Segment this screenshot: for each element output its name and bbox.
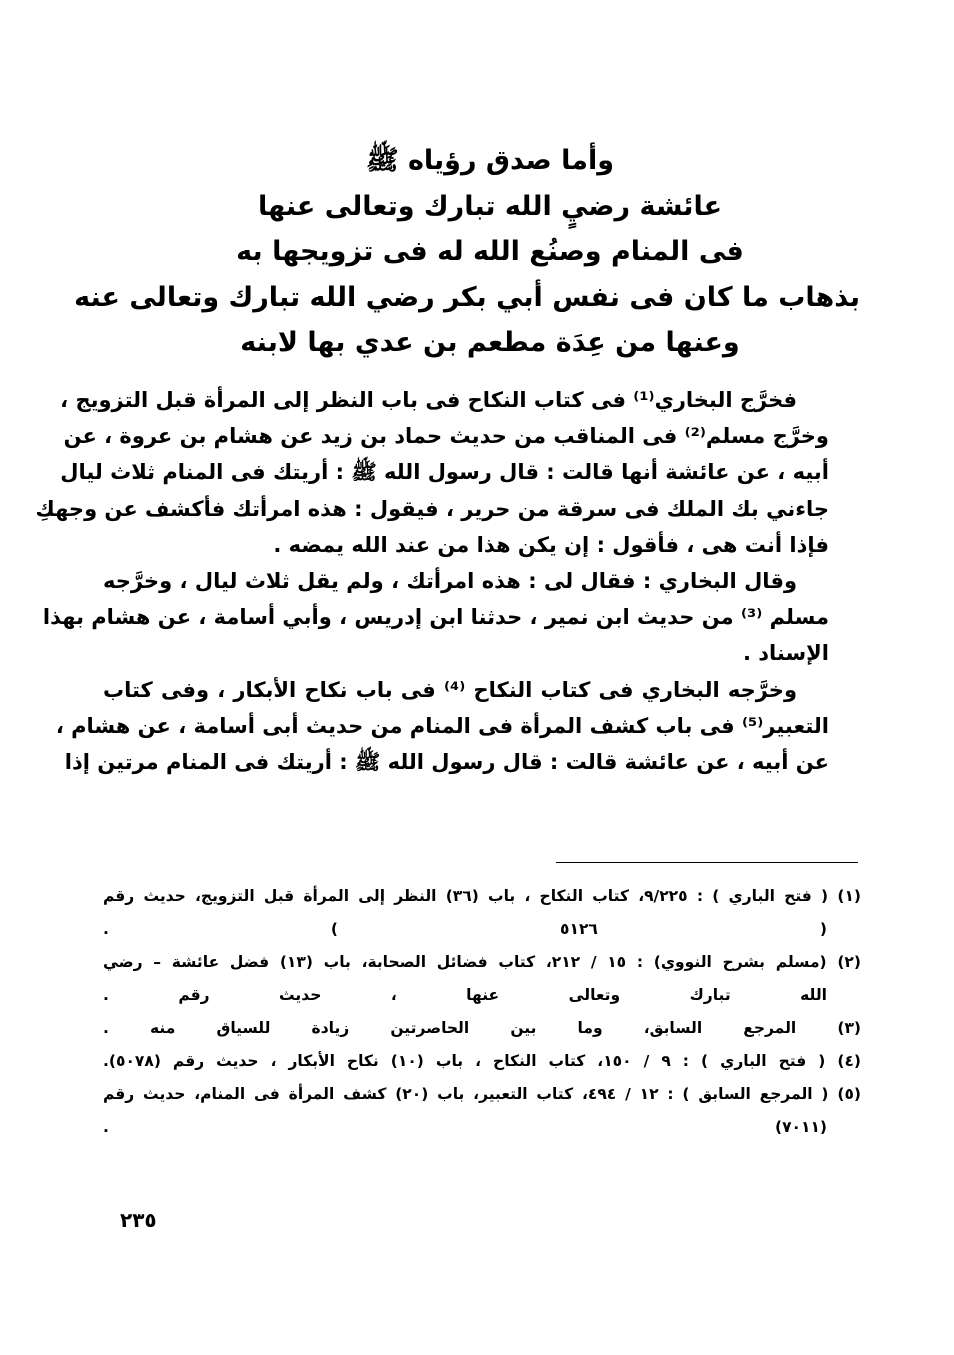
footnote-line: (٥) ( المرجع السابق ) : ١٢ / ٤٩٤، كتاب التعبير، باب (٢٠) كشف المرأة فى المنام، حديث رقم [103, 1085, 861, 1103]
text-line: فإذا أنت هى ، فأقول : إن يكن هذا من عند الله يمضه . [273, 532, 829, 557]
page-number: ٢٣٥ [120, 1208, 157, 1232]
text-line: وخرَّجه البخاري فى كتاب النكاح ⁽⁴⁾ فى باب نكاح الأبكار ، وفى كتاب [103, 677, 797, 702]
footnote [103, 1078, 861, 1144]
text-line: وقال البخاري : فقال لى : هذه امرأتك ، ولم يقل ثلاث ليال ، وخرَّجه [103, 569, 797, 594]
paragraph [35, 382, 861, 563]
footnote [103, 1012, 861, 1045]
paragraph [42, 563, 861, 672]
chapter-heading [74, 138, 860, 366]
footnote-line: (٧٠١١) . [103, 1118, 827, 1136]
text-line: أبيه ، عن عائشة أنها قالت : قال رسول الله ﷺ : أريتك فى المنام ثلاث ليال [60, 460, 829, 485]
footnote [103, 880, 861, 946]
heading-line: فى المنام وصنُع الله له فى تزويجها به [236, 236, 744, 267]
footnote-line: ( ٥١٢٦ ) . [103, 920, 828, 938]
text-line: التعبير⁽⁵⁾ فى باب كشف المرأة فى المنام من حديث أبى أسامة ، عن هشام ، [55, 713, 829, 738]
text-line: الإسناد . [742, 641, 829, 666]
text-line: مسلم ⁽³⁾ من حديث ابن نمير ، حدثنا ابن إدريس ، وأبي أسامة ، عن هشام بهذا [42, 605, 829, 630]
footnote [103, 1045, 861, 1078]
paragraph [55, 672, 861, 781]
footnote-line: (٣) المرجع السابق، وما بين الحاصرتين زيادة للسياق منه . [103, 1019, 861, 1037]
footnote-line: (٤) ( فتح الباري ) : ٩ / ١٥٠، كتاب النكاح ، باب (١٠) نكاح الأبكار ، حديث رقم (٥٠٧٨). [103, 1052, 861, 1070]
heading-line: بذهاب ما كان فى نفس أبي بكر رضي الله تبارك وتعالى عنه [74, 281, 860, 313]
footnote-line: (١) ( فتح الباري ) : ٩/٢٢٥، كتاب النكاح ، باب (٣٦) النظر إلى المرأة قبل التزويج، حديث رقم [103, 887, 861, 905]
heading-line: عائشة رضيٍ الله تبارك وتعالى عنها [257, 190, 723, 222]
heading-line: وعنها من عِدَة مطعم بن عدي بها لابنه [240, 327, 740, 358]
text-line: جاءني بك الملك فى سرقة من حرير ، فيقول : هذه امرأتك فأكشف عن وجهكِ [35, 496, 829, 521]
heading-line: وأما صدق رؤياه ﷺ [365, 145, 615, 176]
text-line: فخرَّج البخاري⁽¹⁾ فى كتاب النكاح فى باب النظر إلى المرأة قبل التزويج ، [60, 388, 797, 412]
footnote [103, 946, 861, 1012]
footnote-line: الله تبارك وتعالى عنها ، حديث رقم . [103, 986, 827, 1004]
text-line: وخرَّج مسلم⁽²⁾ فى المناقب من حديث حماد بن زيد عن هشام بن عروة ، عن [63, 424, 829, 449]
main-text [35, 382, 861, 780]
text-line: عن أبيه ، عن عائشة قالت : قال رسول الله ﷺ : أريتك فى المنام مرتين إذا [64, 750, 829, 775]
footnote-separator [556, 862, 858, 863]
footnote-line: (٢) (مسلم بشرح النووي) : ١٥ / ٢١٢، كتاب فضائل الصحابة، باب (١٣) فضل عائشة – رضي [103, 953, 861, 971]
footnotes [103, 880, 861, 1144]
